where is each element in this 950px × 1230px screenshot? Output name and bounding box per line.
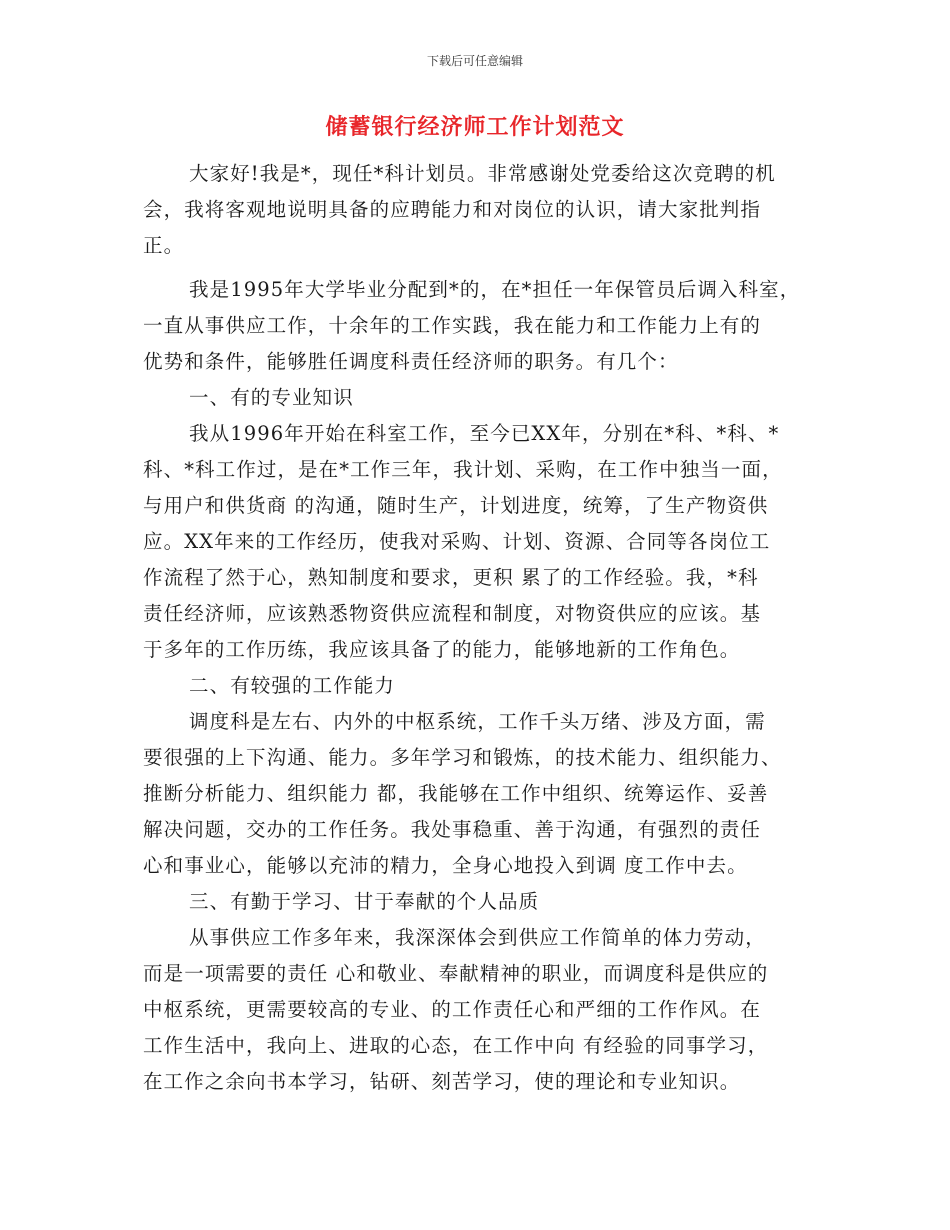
section-heading: 三、有勤于学习、甘于奉献的个人品质 — [189, 890, 540, 913]
paragraph-line: 解决问题，交办的工作任务。我处事稳重、善于沟通，有强烈的责任 — [143, 818, 762, 841]
paragraph-line: 作流程了然于心，熟知制度和要求，更积 累了的工作经验。我，*科 — [143, 566, 759, 589]
paragraph-line: 从事供应工作多年来，我深深体会到供应工作简单的体力劳动， — [189, 926, 766, 949]
paragraph-line: 会，我将客观地说明具备的应聘能力和对岗位的认识，请大家批判指 — [143, 198, 762, 221]
paragraph-line: 中枢系统，更需要较高的专业、的工作责任心和严细的工作作风。在 — [143, 998, 762, 1021]
section-heading: 一、有的专业知识 — [189, 386, 354, 409]
paragraph-line: 于多年的工作历练，我应该具备了的能力，能够地新的工作角色。 — [143, 638, 741, 661]
paragraph-line: 心和事业心，能够以充沛的精力，全身心地投入到调 度工作中去。 — [143, 854, 748, 877]
section-heading: 二、有较强的工作能力 — [189, 674, 396, 697]
paragraph-line: 正。 — [143, 234, 185, 257]
paragraph-line: 推断分析能力、组织能力 都，我能够在工作中组织、统筹运作、妥善 — [143, 782, 769, 805]
paragraph-line: 大家好!我是*，现任*科计划员。非常感谢处党委给这次竞聘的机 — [189, 162, 776, 185]
paragraph-line: 在工作之余向书本学习，钻研、刻苦学习，使的理论和专业知识。 — [143, 1070, 741, 1093]
paragraph-line: 我从1996年开始在科室工作，至今已XX年，分别在*科、*科、* — [189, 422, 780, 445]
paragraph-line: 优势和条件，能够胜任调度科责任经济师的职务。有几个： — [143, 350, 679, 373]
paragraph-line: 与用户和供货商 的沟通，随时生产，计划进度，统筹，了生产物资供 — [143, 494, 769, 517]
paragraph-line: 一直从事供应工作，十余年的工作实践，我在能力和工作能力上有的 — [143, 314, 762, 337]
paragraph-line: 我是1995年大学毕业分配到*的，在*担任一年保管员后调入科室， — [189, 278, 801, 301]
paragraph-line: 应。XX年来的工作经历，使我对采购、计划、资源、合同等各岗位工 — [143, 530, 771, 553]
paragraph-line: 责任经济师，应该熟悉物资供应流程和制度，对物资供应的应该。基 — [143, 602, 762, 625]
paragraph-line: 而是一项需要的责任 心和敬业、奉献精神的职业，而调度科是供应的 — [143, 962, 769, 985]
paragraph-line: 科、*科工作过，是在*工作三年，我计划、采购，在工作中独当一面， — [143, 458, 783, 481]
document-body — [143, 156, 811, 1100]
page-header: 下载后可任意编辑 — [426, 54, 523, 68]
paragraph-line: 要很强的上下沟通、能力。多年学习和锻炼，的技术能力、组织能力、 — [143, 746, 782, 769]
paragraph-line: 工作生活中，我向上、进取的心态，在工作中向 有经验的同事学习， — [143, 1034, 769, 1057]
paragraph-line: 调度科是左右、内外的中枢系统，工作千头万绪、涉及方面，需 — [189, 710, 766, 733]
document-title: 储蓄银行经济师工作计划范文 — [325, 115, 625, 140]
